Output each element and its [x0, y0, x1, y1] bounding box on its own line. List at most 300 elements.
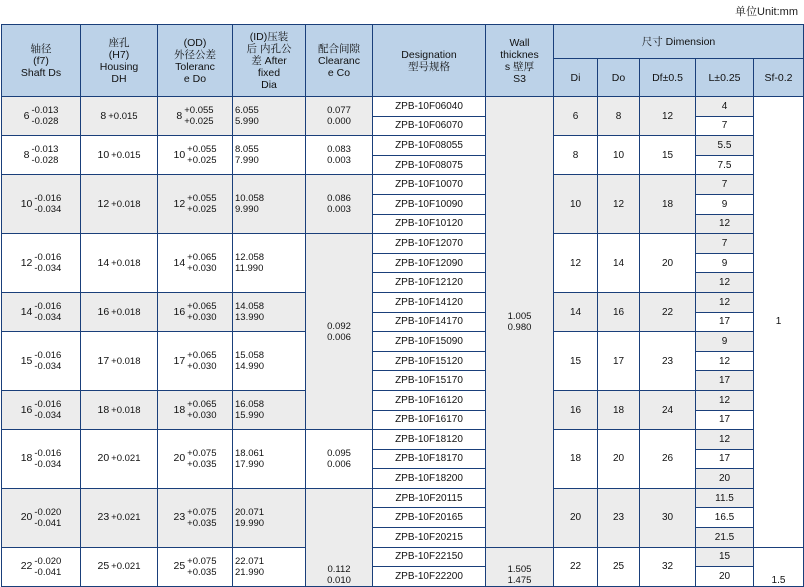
clearance-lower: 0.006	[327, 331, 351, 343]
do-value: 25	[612, 561, 625, 573]
shaft-tolerance-lower: -0.041	[34, 517, 62, 529]
l-value: 16.5	[714, 512, 735, 524]
do-value: 18	[612, 404, 625, 416]
designation: ZPB-10F10090	[395, 198, 463, 210]
table-row	[2, 430, 804, 450]
cell-clearance	[306, 488, 373, 586]
cell-designation	[373, 155, 486, 175]
clearance-upper: 0.092	[327, 320, 351, 332]
cell-designation	[373, 273, 486, 293]
table-row	[2, 547, 804, 567]
table-body	[2, 97, 804, 587]
id-lower: 5.990	[235, 116, 259, 128]
shaft-tolerance	[21, 507, 62, 529]
cell-id	[233, 292, 306, 331]
housing-tolerance-tol: +0.018	[111, 306, 141, 318]
cell-l	[696, 390, 754, 410]
cell-do	[598, 136, 640, 175]
id-upper: 10.058	[235, 193, 265, 205]
df-value: 22	[661, 306, 674, 318]
cell-l	[696, 351, 754, 371]
cell-l	[696, 97, 754, 117]
od-tolerance-nominal: 18	[173, 403, 186, 416]
l-value: 12	[718, 433, 731, 445]
designation: ZPB-10F20165	[395, 512, 463, 524]
housing-tolerance-nominal: 10	[97, 148, 110, 161]
designation: ZPB-10F15120	[395, 355, 463, 367]
cell-di	[554, 430, 598, 489]
housing-tolerance	[97, 258, 140, 269]
di-value: 15	[569, 355, 582, 367]
cell-designation	[373, 449, 486, 469]
shaft-tolerance	[21, 556, 62, 578]
df-value: 15	[661, 149, 674, 161]
cell-clearance	[306, 136, 373, 175]
od-tolerance-upper: +0.065	[187, 301, 217, 313]
cell-designation	[373, 175, 486, 195]
cell-designation	[373, 194, 486, 214]
cell-housing	[81, 547, 158, 586]
l-value: 20	[718, 473, 731, 485]
clearance	[308, 564, 370, 586]
cell-df	[640, 547, 696, 586]
shaft-tolerance-nominal: 18	[20, 452, 33, 465]
id-upper: 14.058	[235, 301, 265, 313]
cell-shaft	[2, 488, 81, 547]
l-value: 9	[721, 335, 728, 347]
cell-shaft	[2, 292, 81, 331]
clearance-lower: 0.006	[327, 458, 351, 470]
housing-tolerance	[97, 150, 140, 161]
id-lower: 13.990	[235, 312, 265, 324]
od-tolerance-lower: +0.030	[187, 263, 217, 275]
cell-df	[640, 175, 696, 234]
cell-l	[696, 547, 754, 567]
od-tolerance	[173, 350, 216, 372]
l-value: 17	[718, 414, 731, 426]
do-value: 23	[612, 512, 625, 524]
od-tolerance-lower: +0.025	[187, 204, 217, 216]
header-housing: 座孔 (H7) Housing DH	[81, 25, 158, 97]
cell-od	[158, 488, 233, 547]
od-tolerance	[173, 193, 216, 215]
housing-tolerance-tol: +0.018	[111, 404, 141, 416]
shaft-tolerance-upper: -0.020	[34, 555, 62, 567]
do-value: 14	[612, 257, 625, 269]
cell-do	[598, 547, 640, 586]
cell-id	[233, 430, 306, 489]
table-row	[2, 234, 804, 254]
id-upper: 20.071	[235, 506, 265, 518]
housing-tolerance-nominal: 12	[97, 197, 110, 210]
header-do: Do	[598, 59, 640, 97]
l-value: 5.5	[717, 139, 732, 151]
shaft-tolerance-nominal: 12	[20, 256, 33, 269]
cell-housing	[81, 234, 158, 293]
shaft-tolerance	[21, 252, 62, 274]
clearance	[308, 321, 370, 343]
designation: ZPB-10F08075	[395, 159, 463, 171]
od-tolerance-upper: +0.065	[187, 252, 217, 264]
header-l: L±0.25	[696, 59, 754, 97]
cell-shaft	[2, 547, 81, 586]
cell-designation	[373, 390, 486, 410]
cell-di	[554, 234, 598, 293]
df-value: 12	[661, 110, 674, 122]
shaft-tolerance	[24, 144, 59, 166]
cell-l	[696, 253, 754, 273]
od-tolerance-upper: +0.055	[187, 193, 217, 205]
housing-tolerance-nominal: 16	[97, 305, 110, 318]
table-row	[2, 175, 804, 195]
designation: ZPB-10F18120	[395, 433, 463, 445]
designation: ZPB-10F20215	[395, 531, 463, 543]
shaft-tolerance-nominal: 22	[20, 560, 33, 573]
wall-thickness	[488, 311, 551, 333]
od-tolerance-nominal: 17	[173, 354, 186, 367]
header-shaft: 轴径 (f7) Shaft Ds	[2, 25, 81, 97]
cell-di	[554, 488, 598, 547]
header-dimension: 尺寸 Dimension	[554, 25, 804, 59]
l-value: 20	[718, 571, 731, 583]
clearance	[308, 193, 370, 215]
do-value: 16	[612, 306, 625, 318]
s-value: 1	[775, 316, 782, 328]
housing-tolerance-tol: +0.015	[108, 110, 138, 122]
shaft-tolerance-lower: -0.041	[34, 566, 62, 578]
wall-thickness-upper: 1.005	[507, 310, 532, 322]
cell-designation	[373, 508, 486, 528]
cell-od	[158, 292, 233, 331]
od-tolerance	[173, 399, 216, 421]
cell-do	[598, 234, 640, 293]
df-value: 26	[661, 453, 674, 465]
cell-df	[640, 488, 696, 547]
table-row	[2, 488, 804, 508]
id-tolerance	[235, 448, 303, 470]
cell-l	[696, 214, 754, 234]
cell-designation	[373, 351, 486, 371]
cell-df	[640, 292, 696, 331]
id-lower: 7.990	[235, 155, 259, 167]
wall-thickness-upper: 1.505	[507, 563, 532, 575]
di-value: 6	[572, 110, 579, 122]
id-lower: 21.990	[235, 566, 265, 578]
designation: ZPB-10F12070	[395, 237, 463, 249]
cell-do	[598, 175, 640, 234]
table-row	[2, 136, 804, 156]
cell-designation	[373, 410, 486, 430]
di-value: 10	[569, 198, 582, 210]
cell-od	[158, 332, 233, 391]
cell-housing	[81, 430, 158, 489]
cell-designation	[373, 214, 486, 234]
unit-label: 单位Unit:mm	[735, 6, 798, 18]
clearance-lower: 0.003	[327, 204, 351, 216]
od-tolerance-lower: +0.035	[187, 458, 217, 470]
l-value: 17	[718, 316, 731, 328]
designation: ZPB-10F15170	[395, 375, 463, 387]
od-tolerance-nominal: 8	[176, 109, 183, 122]
od-tolerance-lower: +0.025	[184, 116, 214, 128]
cell-l	[696, 430, 754, 450]
clearance-upper: 0.086	[327, 193, 351, 205]
id-lower: 15.990	[235, 410, 265, 421]
shaft-tolerance-upper: -0.013	[31, 144, 59, 156]
cell-l	[696, 371, 754, 391]
cell-clearance	[306, 97, 373, 136]
housing-tolerance-nominal: 8	[100, 109, 107, 122]
cell-df	[640, 332, 696, 391]
s-value: 1.5	[771, 574, 786, 586]
designation: ZPB-10F15090	[395, 335, 463, 347]
l-value: 7	[721, 179, 728, 191]
id-upper: 18.061	[235, 447, 265, 459]
cell-di	[554, 97, 598, 136]
shaft-tolerance-lower: -0.034	[34, 361, 62, 373]
di-value: 16	[569, 404, 582, 416]
cell-df	[640, 390, 696, 429]
cell-clearance	[306, 175, 373, 234]
df-value: 30	[661, 512, 674, 524]
header-df: Df±0.5	[640, 59, 696, 97]
od-tolerance-nominal: 10	[173, 148, 186, 161]
header-id-tolerance: (ID)压装 后 内孔公 差 After fixed Dia	[233, 25, 306, 97]
cell-di	[554, 390, 598, 429]
cell-od	[158, 175, 233, 234]
od-tolerance-nominal: 16	[173, 305, 186, 318]
housing-tolerance-nominal: 23	[97, 511, 110, 524]
cell-l	[696, 292, 754, 312]
clearance-lower: 0.010	[327, 574, 351, 586]
cell-designation	[373, 97, 486, 117]
cell-id	[233, 175, 306, 234]
clearance-upper: 0.083	[327, 144, 351, 156]
cell-l	[696, 488, 754, 508]
id-tolerance	[235, 350, 303, 372]
cell-shaft	[2, 234, 81, 293]
id-lower: 17.990	[235, 458, 265, 470]
od-tolerance	[173, 301, 216, 323]
l-value: 9	[721, 257, 728, 269]
header-od-tolerance: (OD) 外径公差 Toleranc e Do	[158, 25, 233, 97]
housing-tolerance-tol: +0.021	[111, 453, 141, 465]
cell-l	[696, 194, 754, 214]
cell-df	[640, 234, 696, 293]
housing-tolerance-tol: +0.018	[111, 257, 141, 269]
clearance-lower: 0.000	[327, 116, 351, 128]
l-value: 12	[718, 218, 731, 230]
clearance-upper: 0.095	[327, 447, 351, 459]
cell-l	[696, 312, 754, 332]
do-value: 8	[615, 110, 622, 122]
shaft-tolerance-lower: -0.034	[34, 458, 62, 470]
cell-housing	[81, 292, 158, 331]
cell-housing	[81, 136, 158, 175]
shaft-tolerance-nominal: 14	[20, 305, 33, 318]
clearance-lower: 0.003	[327, 155, 351, 167]
cell-id	[233, 234, 306, 293]
cell-shaft	[2, 175, 81, 234]
di-value: 22	[569, 561, 582, 573]
od-tolerance	[173, 507, 216, 529]
shaft-tolerance-nominal: 15	[20, 354, 33, 367]
l-value: 9	[721, 198, 728, 210]
id-tolerance	[235, 399, 303, 421]
cell-designation	[373, 332, 486, 352]
od-tolerance-upper: +0.065	[187, 350, 217, 362]
cell-id	[233, 390, 306, 429]
cell-df	[640, 430, 696, 489]
shaft-tolerance-upper: -0.013	[31, 105, 59, 117]
od-tolerance-lower: +0.030	[187, 361, 217, 373]
cell-df	[640, 136, 696, 175]
od-tolerance-upper: +0.075	[187, 506, 217, 518]
wall-thickness-lower: 0.980	[507, 321, 532, 333]
designation: ZPB-10F14120	[395, 296, 463, 308]
od-tolerance-upper: +0.075	[187, 447, 217, 459]
cell-do	[598, 332, 640, 391]
cell-shaft	[2, 390, 81, 429]
cell-shaft	[2, 332, 81, 391]
shaft-tolerance	[24, 105, 59, 127]
od-tolerance-nominal: 23	[173, 511, 186, 524]
id-tolerance	[235, 252, 303, 274]
shaft-tolerance-lower: -0.034	[34, 312, 62, 324]
id-lower: 14.990	[235, 361, 265, 373]
di-value: 12	[569, 257, 582, 269]
shaft-tolerance-upper: -0.016	[34, 193, 62, 205]
od-tolerance-nominal: 14	[173, 256, 186, 269]
designation: ZPB-10F10070	[395, 179, 463, 191]
cell-designation	[373, 253, 486, 273]
cell-l	[696, 410, 754, 430]
l-value: 12	[718, 394, 731, 406]
shaft-tolerance-nominal: 6	[23, 109, 30, 122]
cell-id	[233, 547, 306, 586]
od-tolerance	[173, 448, 216, 470]
cell-l	[696, 567, 754, 587]
cell-designation	[373, 136, 486, 156]
cell-housing	[81, 175, 158, 234]
df-value: 24	[661, 404, 674, 416]
cell-s	[754, 97, 804, 548]
id-tolerance	[235, 105, 303, 127]
cell-od	[158, 430, 233, 489]
cell-designation	[373, 234, 486, 254]
cell-od	[158, 390, 233, 429]
cell-l	[696, 155, 754, 175]
cell-designation	[373, 528, 486, 548]
clearance-upper: 0.077	[327, 105, 351, 117]
cell-id	[233, 488, 306, 547]
designation: ZPB-10F12090	[395, 257, 463, 269]
housing-tolerance-nominal: 14	[97, 256, 110, 269]
id-upper: 6.055	[235, 105, 259, 117]
od-tolerance	[176, 105, 213, 127]
cell-do	[598, 488, 640, 547]
cell-clearance	[306, 234, 373, 430]
id-tolerance	[235, 301, 303, 323]
designation: ZPB-10F14170	[395, 316, 463, 328]
housing-tolerance-nominal: 20	[97, 452, 110, 465]
id-tolerance	[235, 193, 303, 215]
shaft-tolerance-lower: -0.034	[34, 204, 62, 216]
od-tolerance-lower: +0.035	[187, 517, 217, 529]
shaft-tolerance-lower: -0.034	[34, 410, 62, 421]
housing-tolerance-nominal: 17	[97, 354, 110, 367]
id-lower: 9.990	[235, 204, 259, 216]
df-value: 23	[661, 355, 674, 367]
clearance	[308, 105, 370, 127]
l-value: 15	[718, 551, 731, 563]
cell-l	[696, 116, 754, 136]
header-di: Di	[554, 59, 598, 97]
housing-tolerance-nominal: 25	[97, 560, 110, 573]
cell-l	[696, 136, 754, 156]
designation: ZPB-10F18200	[395, 473, 463, 485]
od-tolerance	[173, 144, 216, 166]
cell-od	[158, 136, 233, 175]
designation: ZPB-10F10120	[395, 218, 463, 230]
id-upper: 16.058	[235, 399, 265, 410]
bushing-spec-table	[1, 24, 804, 587]
shaft-tolerance-upper: -0.016	[34, 252, 62, 264]
cell-l	[696, 234, 754, 254]
l-value: 7.5	[717, 159, 732, 171]
cell-l	[696, 469, 754, 489]
housing-tolerance-tol: +0.015	[111, 149, 141, 161]
designation: ZPB-10F18170	[395, 453, 463, 465]
id-upper: 15.058	[235, 350, 265, 362]
di-value: 14	[569, 306, 582, 318]
shaft-tolerance-nominal: 8	[23, 148, 30, 161]
l-value: 17	[718, 453, 731, 465]
clearance	[308, 144, 370, 166]
od-tolerance	[173, 556, 216, 578]
cell-shaft	[2, 136, 81, 175]
cell-designation	[373, 116, 486, 136]
cell-l	[696, 273, 754, 293]
cell-housing	[81, 97, 158, 136]
clearance-upper: 0.112	[327, 563, 351, 575]
header-s: Sf-0.2	[754, 59, 804, 97]
cell-wall	[486, 97, 554, 548]
cell-shaft	[2, 430, 81, 489]
cell-l	[696, 528, 754, 548]
l-value: 7	[721, 237, 728, 249]
cell-l	[696, 508, 754, 528]
do-value: 12	[612, 198, 625, 210]
od-tolerance-lower: +0.035	[187, 566, 217, 578]
shaft-tolerance-upper: -0.016	[34, 350, 62, 362]
id-lower: 19.990	[235, 517, 265, 529]
l-value: 12	[718, 296, 731, 308]
cell-designation	[373, 371, 486, 391]
shaft-tolerance-nominal: 10	[20, 197, 33, 210]
od-tolerance-upper: +0.075	[187, 555, 217, 567]
housing-tolerance	[97, 453, 140, 464]
designation: ZPB-10F22150	[395, 551, 463, 563]
housing-tolerance	[97, 356, 140, 367]
housing-tolerance	[97, 561, 140, 572]
shaft-tolerance	[21, 448, 62, 470]
l-value: 17	[718, 375, 731, 387]
housing-tolerance	[97, 199, 140, 210]
table-row	[2, 97, 804, 117]
shaft-tolerance	[21, 399, 62, 421]
shaft-tolerance	[21, 350, 62, 372]
